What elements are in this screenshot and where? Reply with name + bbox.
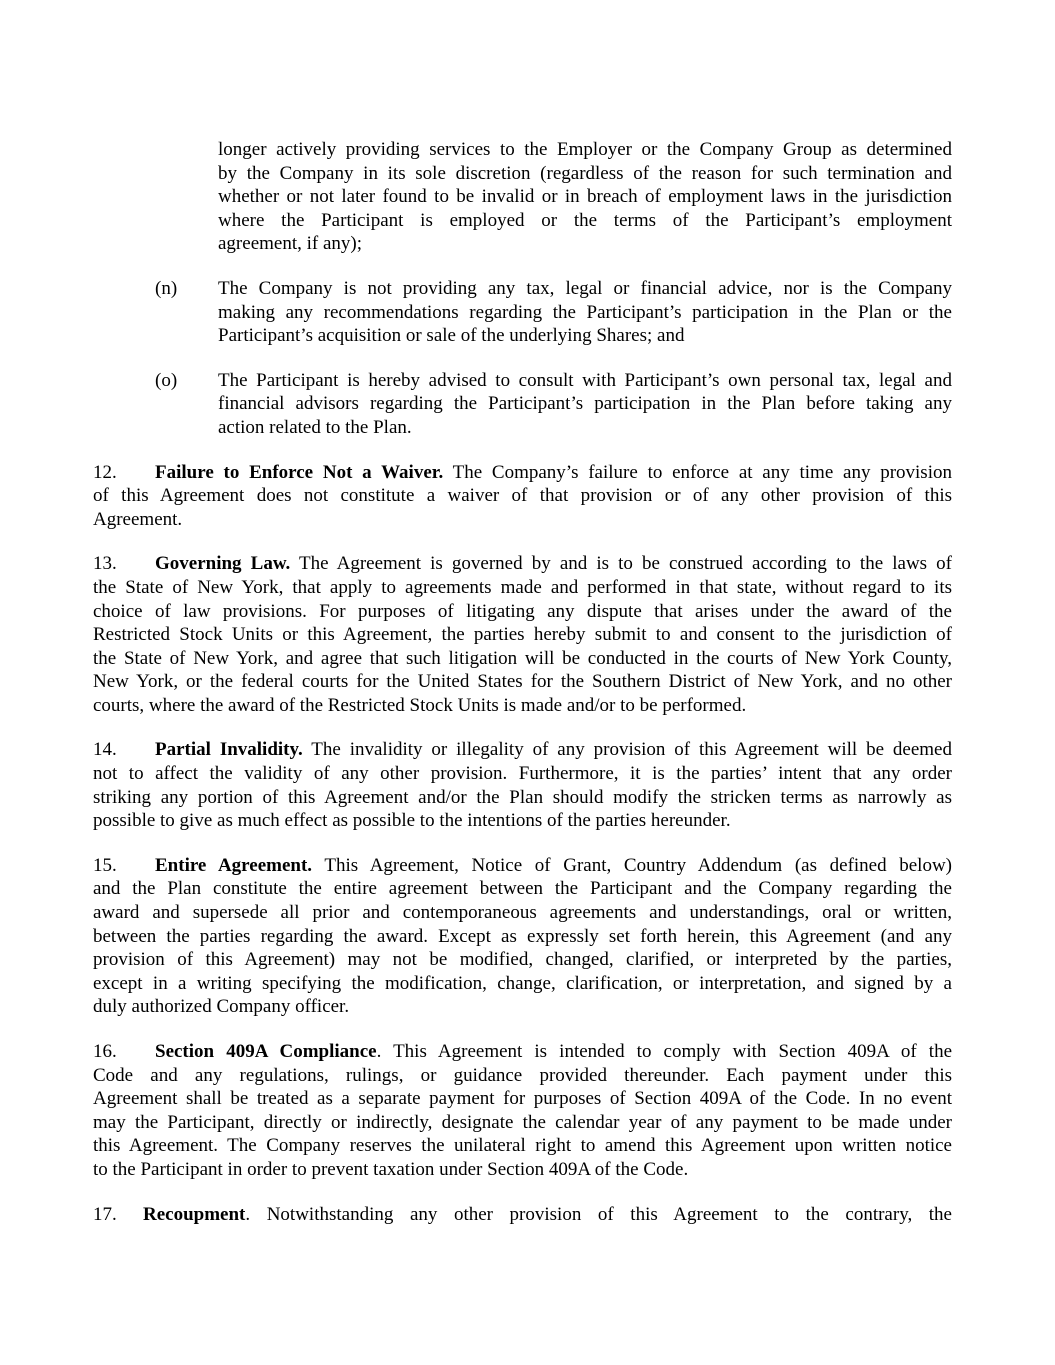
- text-line: [93, 854, 952, 878]
- section-text: The invalidity or illegality of any provision of this Agreement will be deemed: [302, 739, 952, 761]
- section-text: The Agreement is governed by and is to be construed according to the laws of: [290, 553, 952, 575]
- section-heading: Failure to Enforce Not a Waiver.: [155, 461, 444, 483]
- section-number: 15.: [93, 854, 117, 876]
- text-line: Agreement.: [93, 508, 183, 530]
- text-line: [93, 1040, 952, 1064]
- text-line: New York, or the federal courts for the United States for the Southern District of New York, and no other: [93, 671, 952, 693]
- text-line: and the Plan constitute the entire agreement between the Participant and the Company regarding the: [93, 878, 952, 900]
- section-16: [93, 1040, 952, 1182]
- section-text: . This Agreement is intended to comply with Section 409A of the: [376, 1041, 952, 1062]
- section-number: 12.: [93, 461, 117, 483]
- text-line: courts, where the award of the Restricted Stock Units is made and/or to be performed.: [93, 694, 747, 716]
- text-line: possible to give as much effect as possible to the intentions of the parties hereunder.: [93, 810, 731, 832]
- text-line: the State of New York, that apply to agreements made and performed in that state, without regard to its: [93, 576, 952, 598]
- section-text: . Notwithstanding any other provision of this Agreement to the contrary, the: [245, 1203, 952, 1225]
- text-line: agreement, if any);: [218, 233, 363, 255]
- section-heading: Section 409A Compliance: [155, 1041, 377, 1062]
- item-label: (o): [155, 369, 178, 391]
- section-heading: Governing Law.: [155, 553, 291, 575]
- text-line: award and supersede all prior and contemporaneous agreements and understandings, oral or written,: [93, 902, 952, 924]
- text-line: between the parties regarding the award. Except as expressly set forth herein, this Agreement (and any: [93, 925, 952, 947]
- text-line: making any recommendations regarding the Participant’s participation in the Plan or the: [218, 301, 952, 323]
- section-number: 13.: [93, 553, 117, 575]
- document-page: [93, 138, 952, 1247]
- section-number: 17.: [93, 1203, 117, 1225]
- text-line: the State of New York, and agree that such litigation will be conducted in the courts of New York County,: [93, 647, 952, 669]
- text-line: [93, 552, 952, 576]
- text-line: [93, 738, 952, 762]
- continuation-paragraph: [93, 138, 952, 256]
- section-17: [93, 1203, 952, 1227]
- section-text: This Agreement, Notice of Grant, Country Addendum (as defined below): [312, 854, 952, 876]
- item-label: (n): [155, 277, 178, 299]
- text-line: The Company is not providing any tax, legal or financial advice, nor is the Company: [218, 277, 952, 299]
- text-line: Agreement shall be treated as a separate payment for purposes of Section 409A of the Code. In no event: [93, 1088, 952, 1110]
- text-line: action related to the Plan.: [218, 416, 412, 438]
- text-line: provision of this Agreement) may not be modified, changed, clarified, or interpreted by the parties,: [93, 949, 952, 971]
- text-line: by the Company in its sole discretion (regardless of the reason for such termination and: [218, 162, 952, 184]
- text-line: of this Agreement does not constitute a waiver of that provision or of any other provision of this: [93, 485, 952, 507]
- text-line: where the Participant is employed or the terms of the Participant’s employment: [218, 209, 952, 231]
- text-line: to the Participant in order to prevent taxation under Section 409A of the Code.: [93, 1158, 689, 1180]
- text-line: financial advisors regarding the Participant’s participation in the Plan before taking any: [218, 393, 952, 415]
- text-line: except in a writing specifying the modification, change, clarification, or interpretation, and signed by a: [93, 972, 952, 994]
- text-line: may the Participant, directly or indirectly, designate the calendar year of any payment to be made under: [93, 1111, 952, 1133]
- text-line: Restricted Stock Units or this Agreement, the parties hereby submit to and consent to the jurisdiction of: [93, 624, 952, 646]
- section-number: 14.: [93, 739, 117, 761]
- text-line: Participant’s acquisition or sale of the underlying Shares; and: [218, 325, 685, 347]
- section-14: [93, 738, 952, 832]
- text-line: whether or not later found to be invalid or in breach of employment laws in the jurisdiction: [218, 186, 952, 208]
- text-line: duly authorized Company officer.: [93, 996, 350, 1018]
- section-13: [93, 552, 952, 717]
- section-number: 16.: [93, 1041, 117, 1062]
- text-line: this Agreement. The Company reserves the unilateral right to amend this Agreement upon written notice: [93, 1135, 952, 1157]
- text-line: striking any portion of this Agreement and/or the Plan should modify the stricken terms as narrowly as: [93, 786, 952, 808]
- section-heading: Recoupment: [143, 1203, 246, 1225]
- text-line: choice of law provisions. For purposes of litigating any dispute that arises under the award of the: [93, 600, 952, 622]
- text-line: longer actively providing services to the Employer or the Company Group as determined: [218, 139, 952, 160]
- section-heading: Entire Agreement.: [155, 854, 313, 876]
- text-line: not to affect the validity of any other provision. Furthermore, it is the parties’ intent that any order: [93, 763, 952, 785]
- text-line: Code and any regulations, rulings, or guidance provided thereunder. Each payment under this: [93, 1064, 952, 1086]
- text-line: The Participant is hereby advised to consult with Participant’s own personal tax, legal and: [218, 369, 952, 391]
- section-text: The Company’s failure to enforce at any time any provision: [443, 461, 952, 483]
- section-12: [93, 461, 952, 532]
- list-item: [93, 277, 952, 348]
- text-line: [93, 1203, 952, 1227]
- section-15: [93, 854, 952, 1019]
- list-item: [93, 369, 952, 440]
- text-line: [93, 461, 952, 485]
- section-heading: Partial Invalidity.: [155, 739, 303, 761]
